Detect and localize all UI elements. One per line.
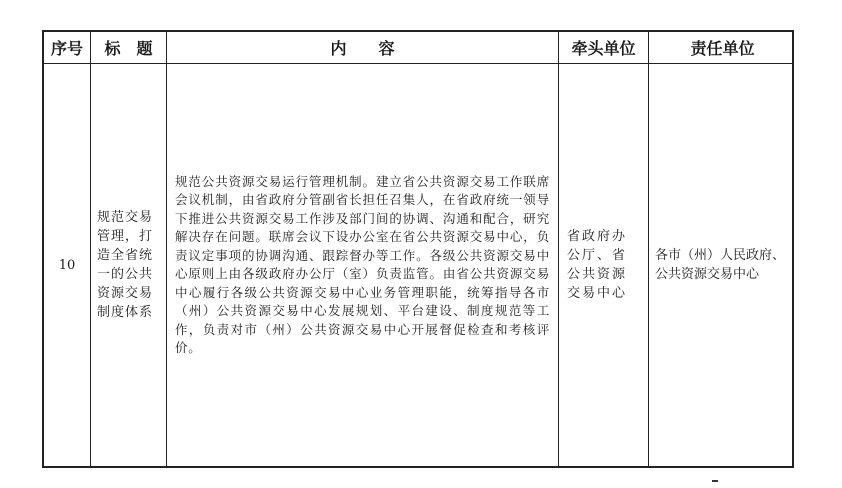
task-table — [42, 30, 794, 468]
row-seq-cell — [44, 64, 91, 466]
row-lead-cell — [559, 64, 649, 466]
row-seq: 10 — [58, 257, 76, 273]
row-title-cell — [91, 64, 167, 466]
header-lead: 牵头单位 — [571, 39, 636, 58]
row-responsible: 各市（州）人民政府、公共资源交易中心 — [655, 248, 786, 282]
header-responsible-cell — [649, 32, 796, 63]
row-content-cell — [167, 64, 559, 466]
table-row — [44, 64, 792, 466]
header-title: 标 题 — [104, 39, 153, 58]
row-title: 规范交易管理，打造全省统一的公共资源交易制度体系 — [97, 210, 154, 320]
header-content: 内 容 — [330, 39, 395, 58]
header-seq-cell — [44, 32, 91, 63]
scan-mark — [712, 480, 718, 482]
header-lead-cell — [559, 32, 649, 63]
table-header-row — [44, 32, 792, 64]
header-title-cell — [91, 32, 167, 63]
header-content-cell — [167, 32, 559, 63]
header-responsible: 责任单位 — [690, 39, 755, 58]
header-seq: 序号 — [50, 39, 83, 58]
row-responsible-cell — [649, 64, 796, 466]
row-lead: 省政府办公厅、省公共资源交易中心 — [567, 229, 628, 301]
row-content: 规范公共资源交易运行管理机制。建立省公共资源交易工作联席会议机制，由省政府分管副省长担任召集人，在省政府统一领导下推进公共资源交易工作涉及部门间的协调、沟通和配合，研究解决存在问题。联席会议下设办公室在省公共资源交易中心，负责议定事项的协调沟通、跟踪督办等工作。各级公共资源交易中心原则上由各级政府办公厅（室）负责监管。由省公共资源交易中心履行各级公共资源交易中心业务管理职能，统筹指导各市（州）公共资源交易中心发展规划、平台建设、制度规范等工作，负责对市（州）公共资源交易中心开展督促检查和考核评价。 — [175, 173, 550, 355]
